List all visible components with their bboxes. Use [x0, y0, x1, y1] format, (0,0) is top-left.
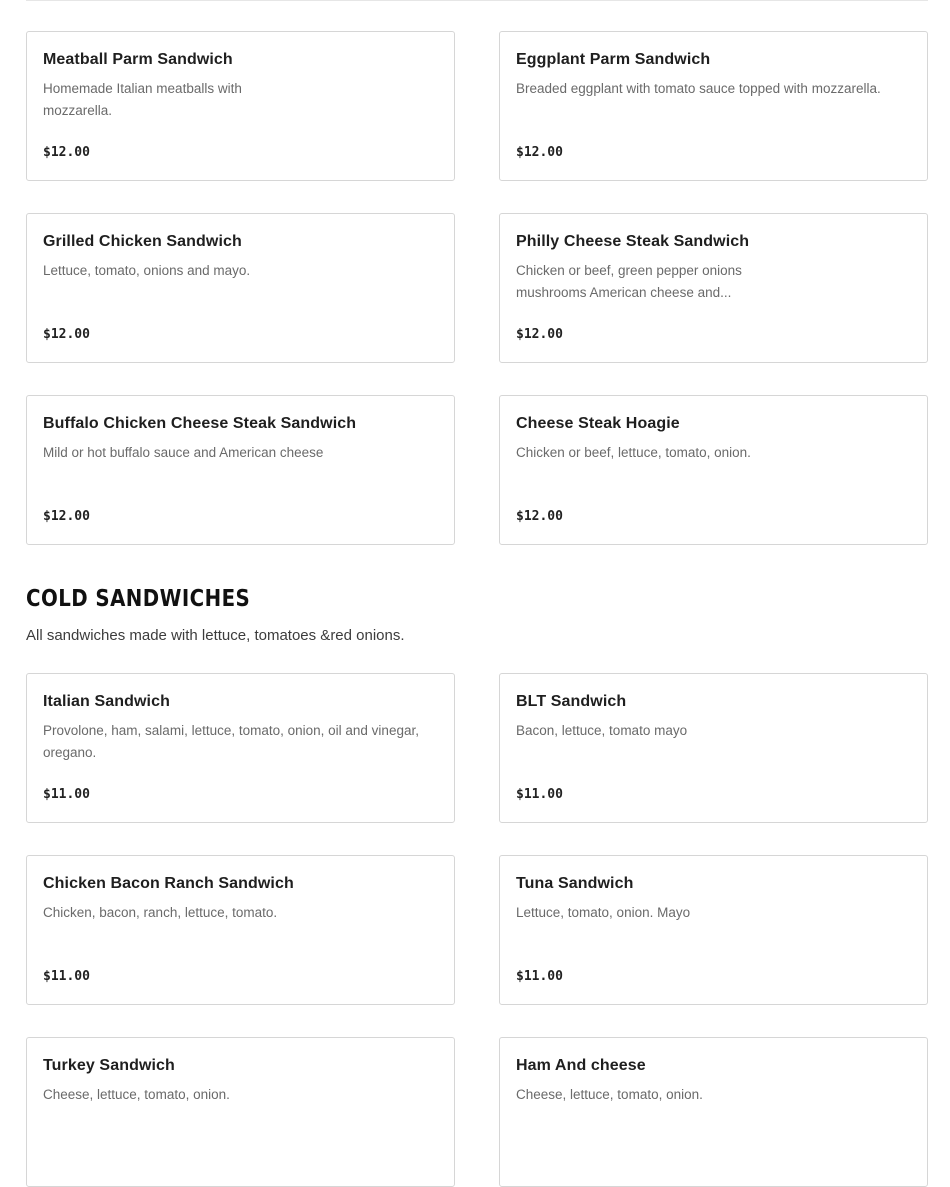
- menu-item-price: $12.00: [516, 509, 563, 524]
- menu-item-description: Lettuce, tomato, onion. Mayo: [516, 905, 691, 920]
- menu-item-name: Grilled Chicken Sandwich: [43, 233, 242, 250]
- section-description: All sandwiches made with lettuce, tomatoes &red onions.: [26, 627, 405, 644]
- menu-item-name: Philly Cheese Steak Sandwich: [516, 233, 750, 250]
- menu-item-card[interactable]: [499, 213, 928, 363]
- menu-item-price: $11.00: [516, 787, 563, 802]
- menu-item-card[interactable]: [26, 855, 455, 1005]
- menu-item-description: Cheese, lettuce, tomato, onion.: [516, 1087, 703, 1102]
- menu-item-price: $11.00: [516, 969, 563, 984]
- menu-item-price: $12.00: [43, 327, 90, 342]
- menu-item-card[interactable]: [26, 31, 455, 181]
- section-title: COLD SANDWICHES: [26, 586, 251, 612]
- menu-item-description: Breaded eggplant with tomato sauce topped with mozzarella.: [516, 81, 881, 96]
- menu-item-card[interactable]: [26, 673, 455, 823]
- menu-item-price: $12.00: [43, 145, 90, 160]
- menu-item-name: Turkey Sandwich: [43, 1057, 175, 1074]
- menu-item-name: Italian Sandwich: [43, 693, 170, 710]
- menu-item-name: BLT Sandwich: [516, 693, 627, 710]
- menu-item-description: Chicken or beef, lettuce, tomato, onion.: [516, 445, 751, 460]
- menu-item-card[interactable]: [499, 395, 928, 545]
- menu-item-card[interactable]: [499, 673, 928, 823]
- menu-item-name: Tuna Sandwich: [516, 875, 634, 892]
- top-divider: [26, 0, 928, 1]
- menu-item-price: $12.00: [516, 145, 563, 160]
- menu-item-price: $11.00: [43, 787, 90, 802]
- menu-item-description: Chicken, bacon, ranch, lettuce, tomato.: [43, 905, 278, 920]
- menu-item-description: Homemade Italian meatballs with mozzarella.: [43, 81, 242, 118]
- menu-item-name: Chicken Bacon Ranch Sandwich: [43, 875, 294, 892]
- menu-item-name: Cheese Steak Hoagie: [516, 415, 680, 432]
- menu-item-description: Chicken or beef, green pepper onions mushrooms American cheese and...: [516, 263, 742, 300]
- menu-item-card[interactable]: [26, 395, 455, 545]
- menu-item-description: Lettuce, tomato, onions and mayo.: [43, 263, 251, 278]
- menu-item-card[interactable]: [26, 213, 455, 363]
- menu-item-description: Provolone, ham, salami, lettuce, tomato, onion, oil and vinegar, oregano.: [43, 723, 419, 760]
- menu-item-price: $12.00: [43, 509, 90, 524]
- menu-item-card[interactable]: [499, 855, 928, 1005]
- menu-item-price: $12.00: [516, 327, 563, 342]
- menu-item-description: Bacon, lettuce, tomato mayo: [516, 723, 688, 738]
- menu-item-name: Eggplant Parm Sandwich: [516, 51, 711, 68]
- menu-item-name: Ham And cheese: [516, 1057, 646, 1074]
- menu-item-name: Buffalo Chicken Cheese Steak Sandwich: [43, 415, 357, 432]
- menu-item-card[interactable]: [499, 1037, 928, 1187]
- menu-item-description: Cheese, lettuce, tomato, onion.: [43, 1087, 230, 1102]
- menu-item-card[interactable]: [26, 1037, 455, 1187]
- menu-item-description: Mild or hot buffalo sauce and American cheese: [43, 445, 324, 460]
- menu-item-price: $11.00: [43, 969, 90, 984]
- menu-item-card[interactable]: [499, 31, 928, 181]
- menu-item-name: Meatball Parm Sandwich: [43, 51, 233, 68]
